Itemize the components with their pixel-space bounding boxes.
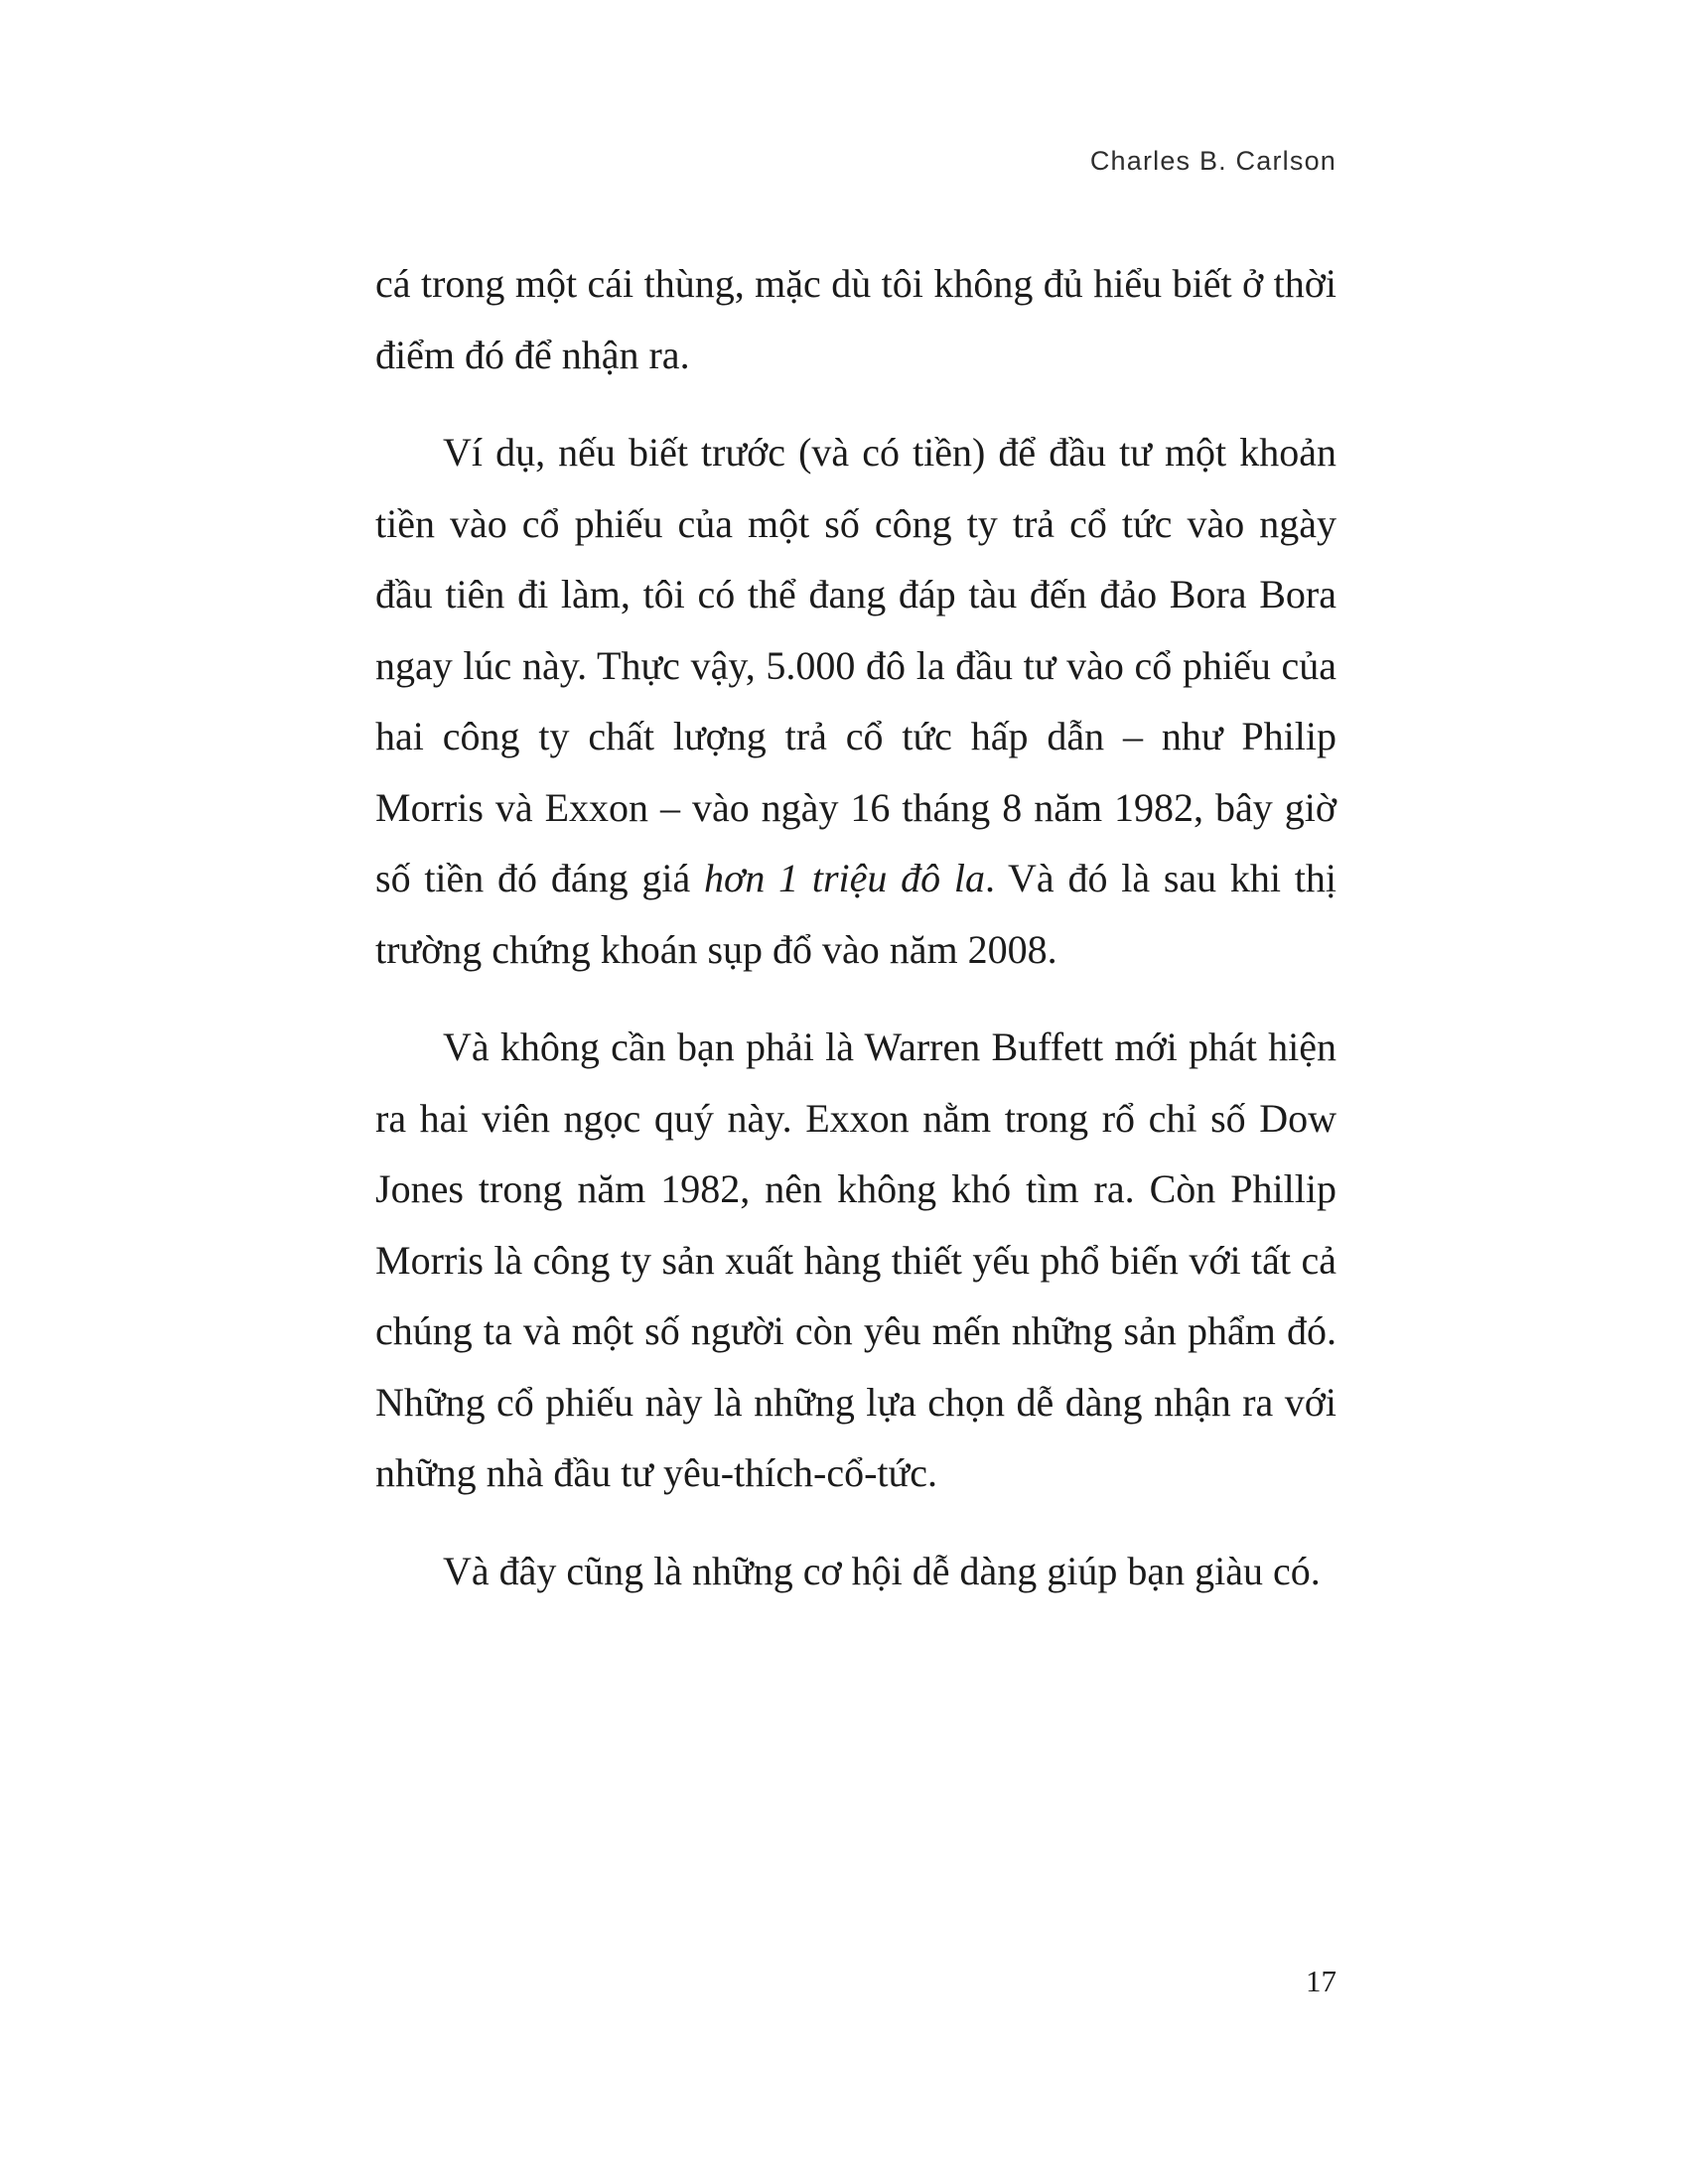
text-run: Ví dụ, nếu biết trước (và có tiền) để đầu tư một khoản tiền vào cổ phiếu của một số công ty trả cổ tức vào ngày đầu tiên đi làm, tôi có thể đang đáp tàu đến đảo Bora Bora ngay lúc này. Thực vậy, 5.000 đô la đầu tư vào cổ phiếu của hai công ty chất lượng trả cổ tức hấp dẫn – như Philip Morris và Exxon – vào ngày 16 tháng 8 năm 1982, bây giờ số tiền đó đáng giá: [375, 430, 1336, 900]
paragraph: [375, 417, 1336, 985]
paragraph: [375, 248, 1336, 390]
text-run: Và không cần bạn phải là Warren Buffett mới phát hiện ra hai viên ngọc quý này. Exxon nằm trong rổ chỉ số Dow Jones trong năm 1982, nên không khó tìm ra. Còn Phillip Morris là công ty sản xuất hàng thiết yếu phổ biến với tất cả chúng ta và một số người còn yêu mến những sản phẩm đó. Những cổ phiếu này là những lựa chọn dễ dàng nhận ra với những nhà đầu tư yêu-thích-cổ-tức.: [375, 1024, 1336, 1495]
paragraph: [375, 1012, 1336, 1509]
page-number: 17: [1306, 1964, 1336, 1998]
italic-text-run: hơn 1 triệu đô la: [703, 856, 986, 900]
running-header: Charles B. Carlson: [1089, 146, 1336, 176]
page-body: [375, 248, 1336, 1606]
text-run: . Và đó là sau khi thị trường chứng khoán sụp đổ vào năm 2008.: [375, 856, 1337, 972]
text-run: cá trong một cái thùng, mặc dù tôi không đủ hiểu biết ở thời điểm đó để nhận ra.: [375, 261, 1336, 377]
text-run: Và đây cũng là những cơ hội dễ dàng giúp bạn giàu có.: [443, 1548, 1321, 1593]
paragraph: [375, 1536, 1336, 1607]
text-column: [375, 146, 1336, 1633]
